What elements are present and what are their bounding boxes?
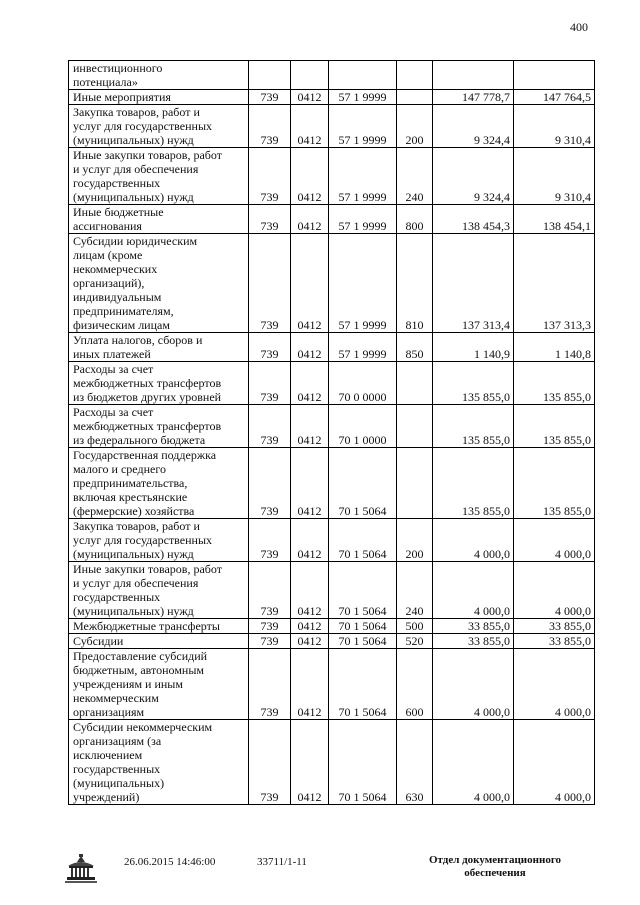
table-row	[69, 519, 595, 562]
amount-plan-cell: 33 855,0	[433, 619, 514, 634]
row-name-cell: Закупка товаров, работ и услуг для государственных (муниципальных) нужд	[69, 519, 249, 562]
row-name-cell: Иные бюджетные ассигнования	[69, 205, 249, 234]
dept-code-cell: 739	[249, 105, 291, 148]
amount-fact-cell: 9 310,4	[514, 148, 595, 205]
row-name-cell: Иные мероприятия	[69, 90, 249, 105]
row-name-cell: Иные закупки товаров, работ и услуг для обеспечения государственных (муниципальных) нужд	[69, 148, 249, 205]
target-article-cell: 70 1 5064	[329, 634, 397, 649]
table-row	[69, 634, 595, 649]
expense-type-cell	[397, 405, 433, 448]
amount-plan-cell: 137 313,4	[433, 234, 514, 333]
duma-building-logo-icon	[64, 854, 98, 884]
dept-code-cell: 739	[249, 205, 291, 234]
amount-fact-cell: 135 855,0	[514, 362, 595, 405]
target-article-cell: 57 1 9999	[329, 234, 397, 333]
dept-code-cell: 739	[249, 634, 291, 649]
amount-fact-cell: 135 855,0	[514, 448, 595, 519]
row-name-cell: Расходы за счет межбюджетных трансфертов из бюджетов других уровней	[69, 362, 249, 405]
dept-code-cell: 739	[249, 405, 291, 448]
expense-type-cell: 240	[397, 148, 433, 205]
row-name-cell: Субсидии некоммерческим организациям (за исключением государственных (муниципальных) учреждений)	[69, 720, 249, 805]
amount-fact-cell: 147 764,5	[514, 90, 595, 105]
expense-type-cell	[397, 448, 433, 519]
expense-type-cell	[397, 61, 433, 90]
section-code-cell: 0412	[291, 720, 329, 805]
section-code-cell: 0412	[291, 448, 329, 519]
footer-department	[410, 854, 580, 880]
section-code-cell: 0412	[291, 649, 329, 720]
section-code-cell: 0412	[291, 333, 329, 362]
expense-type-cell: 240	[397, 562, 433, 619]
amount-plan-cell: 33 855,0	[433, 634, 514, 649]
table-row	[69, 448, 595, 519]
target-article-cell: 70 1 5064	[329, 720, 397, 805]
dept-code-cell: 739	[249, 720, 291, 805]
table-row	[69, 205, 595, 234]
amount-plan-cell: 135 855,0	[433, 448, 514, 519]
amount-plan-cell: 1 140,9	[433, 333, 514, 362]
table-row	[69, 720, 595, 805]
amount-plan-cell: 138 454,3	[433, 205, 514, 234]
table-row	[69, 362, 595, 405]
target-article-cell: 70 1 5064	[329, 448, 397, 519]
target-article-cell: 70 1 5064	[329, 519, 397, 562]
section-code-cell: 0412	[291, 148, 329, 205]
dept-code-cell: 739	[249, 649, 291, 720]
amount-fact-cell: 9 310,4	[514, 105, 595, 148]
expense-type-cell: 520	[397, 634, 433, 649]
row-name-cell: инвестиционного потенциала»	[69, 61, 249, 90]
row-name-cell: Уплата налогов, сборов и иных платежей	[69, 333, 249, 362]
section-code-cell: 0412	[291, 362, 329, 405]
amount-fact-cell	[514, 61, 595, 90]
target-article-cell: 57 1 9999	[329, 90, 397, 105]
dept-code-cell: 739	[249, 362, 291, 405]
dept-code-cell: 739	[249, 619, 291, 634]
table-row	[69, 61, 595, 90]
dept-code-cell: 739	[249, 448, 291, 519]
page-number: 400	[570, 20, 588, 34]
amount-plan-cell: 4 000,0	[433, 562, 514, 619]
amount-plan-cell: 9 324,4	[433, 148, 514, 205]
amount-fact-cell: 4 000,0	[514, 649, 595, 720]
dept-code-cell: 739	[249, 90, 291, 105]
amount-fact-cell: 4 000,0	[514, 519, 595, 562]
amount-plan-cell: 9 324,4	[433, 105, 514, 148]
footer-datetime: 26.06.2015 14:46:00	[124, 856, 216, 868]
dept-code-cell: 739	[249, 519, 291, 562]
table-row	[69, 105, 595, 148]
row-name-cell: Субсидии	[69, 634, 249, 649]
target-article-cell: 70 1 5064	[329, 562, 397, 619]
target-article-cell: 57 1 9999	[329, 205, 397, 234]
section-code-cell: 0412	[291, 205, 329, 234]
amount-fact-cell: 1 140,8	[514, 333, 595, 362]
section-code-cell	[291, 61, 329, 90]
amount-fact-cell: 4 000,0	[514, 720, 595, 805]
amount-fact-cell: 33 855,0	[514, 634, 595, 649]
amount-plan-cell: 135 855,0	[433, 362, 514, 405]
budget-table	[68, 60, 595, 805]
amount-fact-cell: 4 000,0	[514, 562, 595, 619]
dept-code-cell	[249, 61, 291, 90]
section-code-cell: 0412	[291, 405, 329, 448]
amount-plan-cell	[433, 61, 514, 90]
target-article-cell: 70 1 5064	[329, 619, 397, 634]
expense-type-cell: 850	[397, 333, 433, 362]
section-code-cell: 0412	[291, 234, 329, 333]
target-article-cell: 70 0 0000	[329, 362, 397, 405]
dept-code-cell: 739	[249, 333, 291, 362]
amount-fact-cell: 135 855,0	[514, 405, 595, 448]
table-row	[69, 649, 595, 720]
section-code-cell: 0412	[291, 105, 329, 148]
footer-department-line1: Отдел документационного	[428, 854, 562, 866]
footer-doc-number: 33711/1-11	[257, 856, 307, 868]
amount-plan-cell: 147 778,7	[433, 90, 514, 105]
target-article-cell	[329, 61, 397, 90]
table-row	[69, 562, 595, 619]
row-name-cell: Иные закупки товаров, работ и услуг для обеспечения государственных (муниципальных) нужд	[69, 562, 249, 619]
amount-plan-cell: 4 000,0	[433, 720, 514, 805]
table-row	[69, 619, 595, 634]
expense-type-cell: 600	[397, 649, 433, 720]
amount-fact-cell: 137 313,3	[514, 234, 595, 333]
row-name-cell: Расходы за счет межбюджетных трансфертов из федерального бюджета	[69, 405, 249, 448]
amount-fact-cell: 33 855,0	[514, 619, 595, 634]
expense-type-cell: 630	[397, 720, 433, 805]
row-name-cell: Предоставление субсидий бюджетным, автономным учреждениям и иным некоммерческим организациям	[69, 649, 249, 720]
section-code-cell: 0412	[291, 619, 329, 634]
expense-type-cell: 800	[397, 205, 433, 234]
table-row	[69, 90, 595, 105]
target-article-cell: 70 1 0000	[329, 405, 397, 448]
expense-type-cell	[397, 90, 433, 105]
row-name-cell: Закупка товаров, работ и услуг для государственных (муниципальных) нужд	[69, 105, 249, 148]
target-article-cell: 57 1 9999	[329, 333, 397, 362]
expense-type-cell	[397, 362, 433, 405]
target-article-cell: 57 1 9999	[329, 105, 397, 148]
dept-code-cell: 739	[249, 148, 291, 205]
row-name-cell: Межбюджетные трансферты	[69, 619, 249, 634]
section-code-cell: 0412	[291, 634, 329, 649]
table-row	[69, 148, 595, 205]
target-article-cell: 70 1 5064	[329, 649, 397, 720]
dept-code-cell: 739	[249, 234, 291, 333]
amount-plan-cell: 4 000,0	[433, 519, 514, 562]
table-row	[69, 333, 595, 362]
row-name-cell: Субсидии юридическим лицам (кроме некоммерческих организаций), индивидуальным предпринимателям, физическим лицам	[69, 234, 249, 333]
target-article-cell: 57 1 9999	[329, 148, 397, 205]
row-name-cell: Государственная поддержка малого и среднего предпринимательства, включая крестьянские (фермерские) хозяйства	[69, 448, 249, 519]
amount-fact-cell: 138 454,1	[514, 205, 595, 234]
amount-plan-cell: 135 855,0	[433, 405, 514, 448]
section-code-cell: 0412	[291, 562, 329, 619]
footer-department-line2: обеспечения	[464, 867, 526, 879]
section-code-cell: 0412	[291, 90, 329, 105]
expense-type-cell: 200	[397, 105, 433, 148]
table-row	[69, 234, 595, 333]
dept-code-cell: 739	[249, 562, 291, 619]
table-row	[69, 405, 595, 448]
amount-plan-cell: 4 000,0	[433, 649, 514, 720]
page-footer	[0, 850, 640, 900]
expense-type-cell: 810	[397, 234, 433, 333]
expense-type-cell: 500	[397, 619, 433, 634]
expense-type-cell: 200	[397, 519, 433, 562]
section-code-cell: 0412	[291, 519, 329, 562]
